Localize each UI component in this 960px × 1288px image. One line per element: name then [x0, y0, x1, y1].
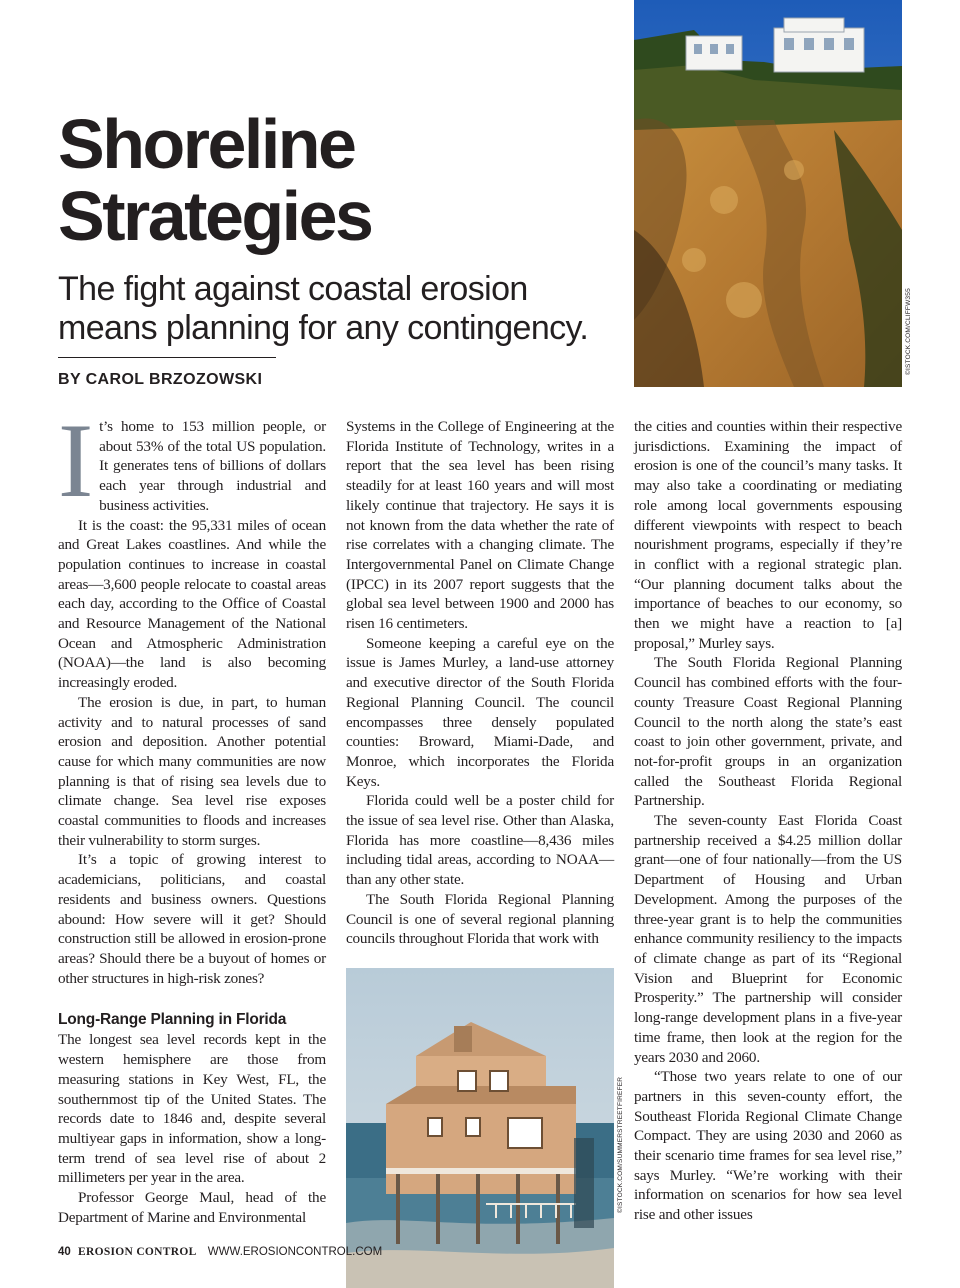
- publication-name: EROSION CONTROL: [78, 1246, 197, 1258]
- subtitle-line-2: means planning for any contingency.: [58, 309, 589, 347]
- section-subhead: Long-Range Planning in Florida: [58, 1011, 287, 1029]
- subtitle-line-1: The fight against coastal erosion: [58, 270, 528, 308]
- article-column-2: [346, 417, 614, 957]
- house-photo-credit: ©ISTOCK.COM/SUMMERSTREETFIREFER: [617, 1076, 624, 1213]
- article-column-3: [634, 417, 902, 1229]
- cliff-erosion-photo: [634, 0, 902, 387]
- byline: BY CAROL BRZOZOWSKI: [58, 371, 263, 388]
- body-paragraph: The longest sea level records kept in the western hemisphere are those from measuring stations in Key West, FL, the southernmost tip of the United States. The records date to 1846 and, despite several multiyear gaps in information, show a long-term trend of sea level rise of about 2 millimeters per year in the area.: [58, 1031, 326, 1187]
- intro-text: t’s home to 153 million people, or about 53% of the total US population. It generates tens of billions of dollars each year through industrial and business activities.: [99, 418, 326, 514]
- body-paragraph: Professor George Maul, head of the Department of Marine and Environmental: [58, 1189, 326, 1226]
- article-column-1: [58, 402, 326, 1229]
- website-link[interactable]: WWW.EROSIONCONTROL.COM: [207, 1246, 383, 1258]
- title-line-2: Strategies: [58, 177, 372, 255]
- body-paragraph: The seven-county East Florida Coast partnership received a $4.25 million dollar grant—one of four nationally—from the US Department of Housing and Urban Development. Among the purposes of the three-year grant is to help the communities enhance community resiliency to the impacts of climate change as part of its “Regional Vision and Blueprint for Economic Prosperity.” The partnership will consider long-range development plans in a five-year time frame, then look at the region for the years 2030 and 2060.: [634, 812, 902, 1066]
- cliff-photo-credit: ©ISTOCK.COM/CLIFFW355: [905, 288, 912, 375]
- drop-cap: I: [58, 402, 94, 519]
- beach-house-photo: [346, 968, 614, 1288]
- body-paragraph: It is the coast: the 95,331 miles of ocean and Great Lakes coastlines. And while the population continues to increase in coastal areas—3,600 people relocate to coastal areas each day, according to the Office of Coastal and Resource Management of the National Ocean and Atmospheric Administration (NOAA)—the land is also becoming increasingly eroded.: [58, 516, 326, 692]
- body-paragraph: The South Florida Regional Planning Council is one of several regional planning councils throughout Florida that work with: [346, 890, 614, 948]
- article-subtitle: [58, 270, 628, 348]
- title-line-1: Shoreline: [58, 105, 355, 183]
- body-paragraph: The erosion is due, in part, to human activity and to natural processes of sand erosion and deposition. Another potential cause for which many communities are now planning is that of rising sea levels due to climate change. Sea level rise exposes coastal communities to floods and increases their vulnerability to storm surges.: [58, 693, 326, 849]
- page-number: 40: [58, 1246, 71, 1258]
- body-paragraph: Florida could well be a poster child for the issue of sea level rise. Other than Alaska, Florida has more coastline—8,436 miles including tidal areas, according to NOAA—than any other state.: [346, 792, 614, 889]
- intro-paragraph: [58, 402, 326, 519]
- body-paragraph: Someone keeping a careful eye on the issue is James Murley, a land-use attorney and executive director of the South Florida Regional Planning Council. The council encompasses three densely populated counties: Broward, Miami-Dade, and Monroe, which incorporates the Florida Keys.: [346, 634, 614, 790]
- body-paragraph: the cities and counties within their respective jurisdictions. Examining the impact of erosion is one of the council’s many tasks. It may also take a coordinating or mediating role among local governments espousing different viewpoints with respect to beach nourishment programs, especially if they’re in conflict with a regional strategic plan. “Our planning document talks about the importance of beaches to our economy, so then we might have a reaction to [a] proposal,” Murley says.: [634, 418, 902, 652]
- body-paragraph: The South Florida Regional Planning Council has combined efforts with the four-county Treasure Coast Regional Planning Council to the north along the state’s east coast to join other government, private, and not-for-profit groups in an organization called the Southeast Florida Regional Partnership.: [634, 654, 902, 810]
- body-paragraph: Systems in the College of Engineering at the Florida Institute of Technology, writes in a report that the sea level has been rising steadily for at least 160 years and will most likely continue that trajectory. He says it is not known from the data whether the rate of rise correlates with a changing climate. The Intergovernmental Panel on Climate Change (IPCC) in its 2007 report suggests that the global sea level between 1900 and 2000 has risen 16 centimeters.: [346, 418, 614, 633]
- body-paragraph: “Those two years relate to one of our partners in this seven-county effort, the Southeast Florida Regional Climate Change Compact. They are using 2030 and 2060 as their scenario time frames for sea level rise,” says Murley. “We’re working with their information on scenarios for how sea level rise and other issues: [634, 1068, 902, 1224]
- article-title: [58, 105, 618, 255]
- byline-divider: [58, 357, 276, 358]
- page-footer: [58, 1246, 382, 1258]
- body-paragraph: It’s a topic of growing interest to academicians, politicians, and coastal residents and business owners. Questions abound: How severe will it get? Should construction still be allowed in erosion-prone areas? Should there be a buyout of homes or other structures in high-risk zones?: [58, 851, 326, 987]
